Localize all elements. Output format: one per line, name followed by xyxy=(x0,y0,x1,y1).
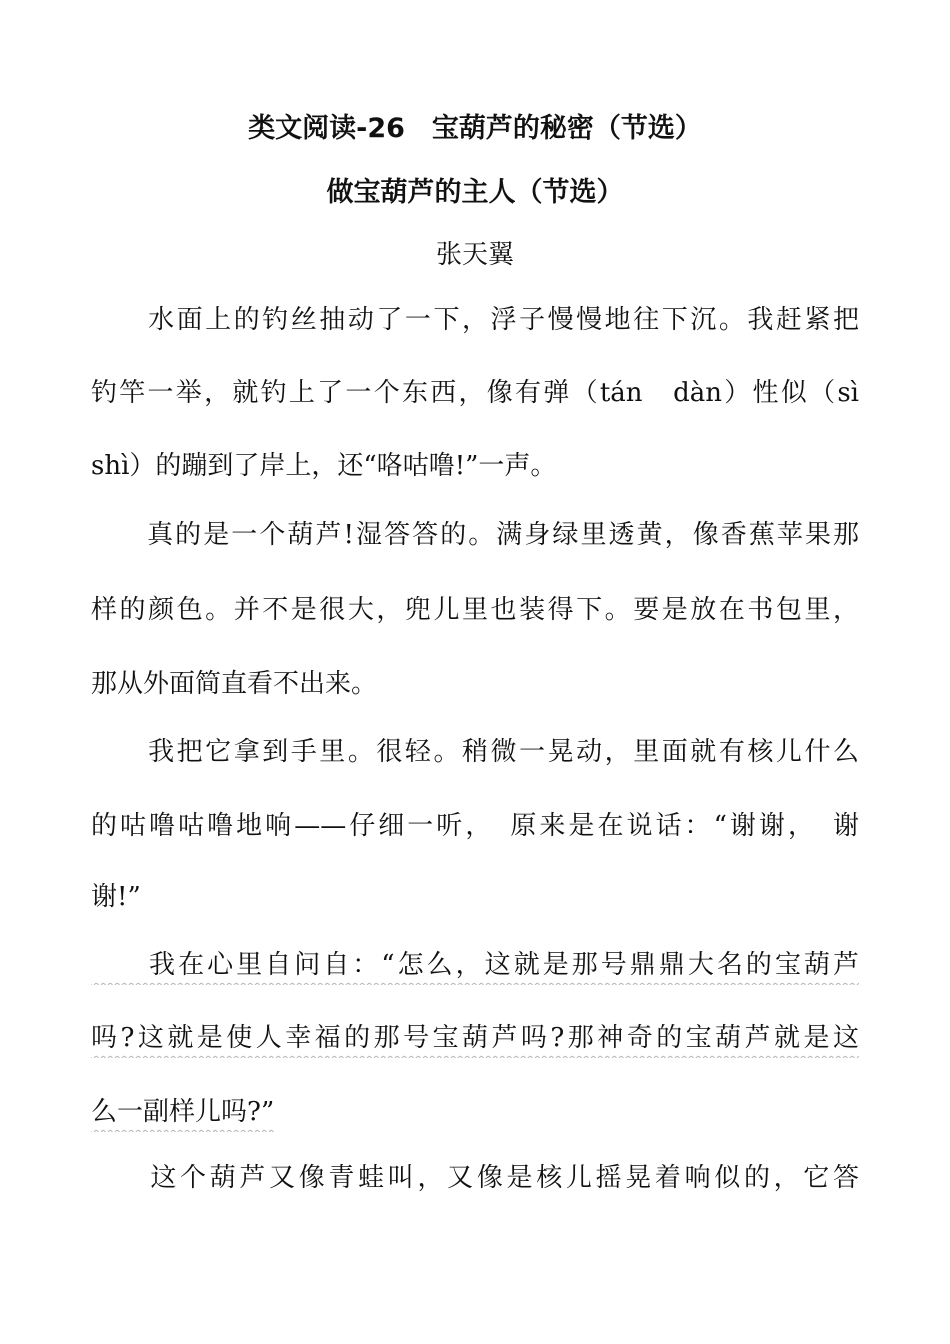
paragraph-line: 样的颜色。并不是很大，兜儿里也装得下。要是放在书包里， xyxy=(91,595,859,625)
paragraph-line: 的咕噜咕噜地响——仔细一听， 原来是在说话：“谢谢， 谢 xyxy=(91,811,859,841)
paragraph-line: 钓竿一举，就钓上了一个东西，像有弹（tán dàn）性似（sì xyxy=(91,378,859,408)
paragraph-line: 那从外面简直看不出来。 xyxy=(91,669,378,699)
paragraph-line: 这个葫芦又像青蛙叫，又像是核儿摇晃着响似的，它答 xyxy=(91,1163,859,1193)
paragraph-line: 水面上的钓丝抽动了一下，浮子慢慢地往下沉。我赶紧把 xyxy=(91,305,859,335)
paragraph-line: 谢!” xyxy=(91,882,141,912)
paragraph-line: 我把它拿到手里。很轻。稍微一晃动，里面就有核儿什么 xyxy=(91,737,859,767)
underlined-line: 吗?这就是使人幸福的那号宝葫芦吗?那神奇的宝葫芦就是这 xyxy=(91,1023,859,1053)
document-title: 类文阅读-26 宝葫芦的秘密（节选） xyxy=(248,113,702,144)
underlined-line: 我在心里自问自：“怎么，这就是那号鼎鼎大名的宝葫芦 xyxy=(91,950,859,980)
underlined-line: 么一副样儿吗?” xyxy=(91,1097,275,1127)
author-name: 张天翼 xyxy=(435,240,514,270)
paragraph-line: shì）的蹦到了岸上，还“咯咕噜!”一声。 xyxy=(91,451,557,481)
document-subtitle: 做宝葫芦的主人（节选） xyxy=(326,177,624,208)
paragraph-line: 真的是一个葫芦!湿答答的。满身绿里透黄，像香蕉苹果那 xyxy=(91,520,859,550)
